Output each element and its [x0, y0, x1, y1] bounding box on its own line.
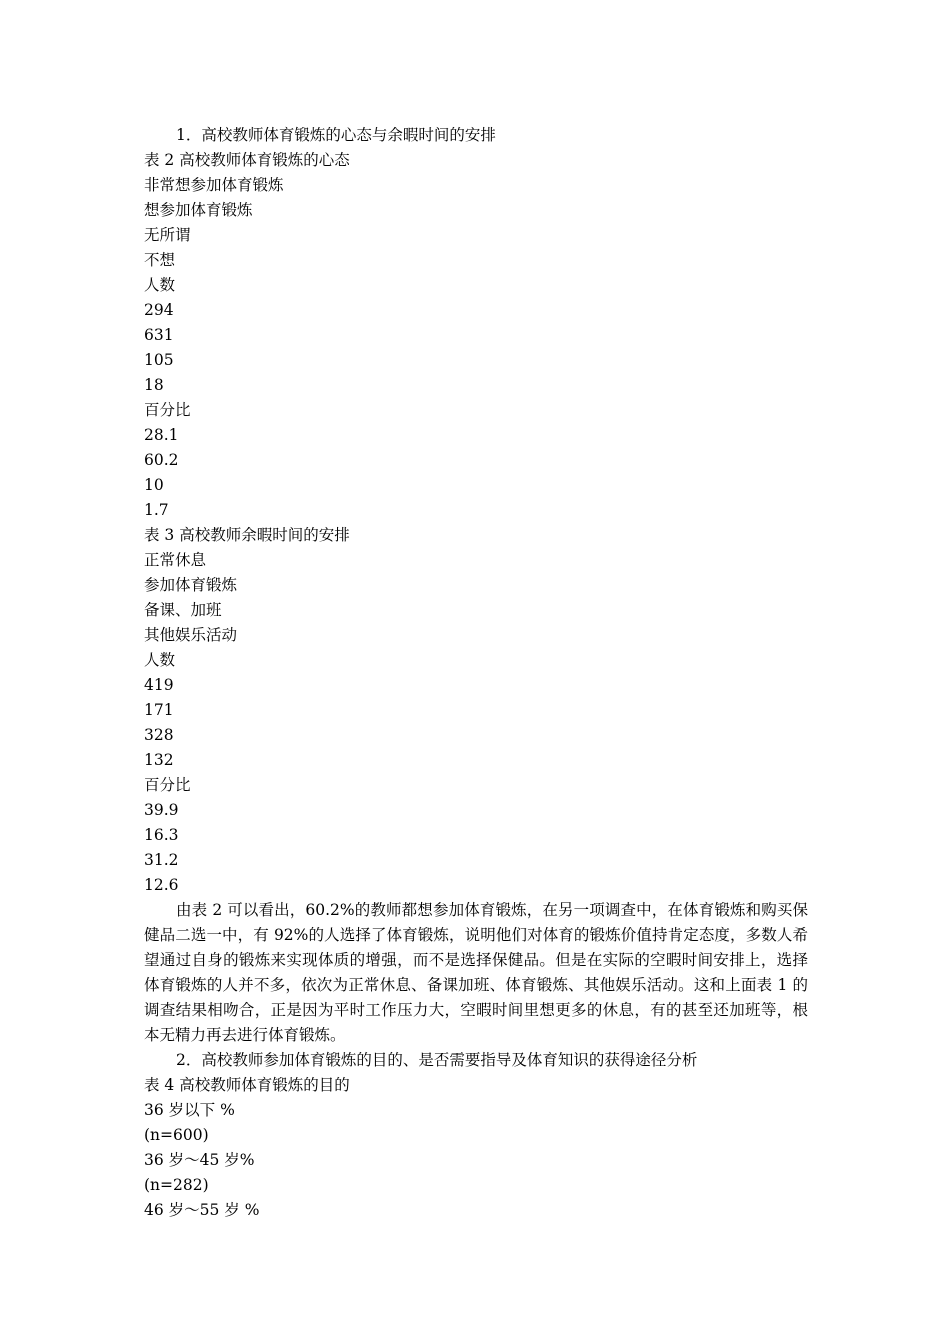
- table-3-cell: 正常休息: [144, 551, 207, 569]
- table-2-cell: 不想: [144, 251, 176, 269]
- table-4-cell: (n=282): [144, 1176, 209, 1194]
- table-2-cell: 人数: [144, 276, 176, 294]
- table-4-cell: 36 岁～45 岁%: [144, 1151, 255, 1169]
- table-3-cell: 39.9: [144, 801, 179, 819]
- table-3-cell: 171: [144, 701, 174, 719]
- table-2-cell: 18: [144, 376, 164, 394]
- table-2-cell: 10: [144, 476, 164, 494]
- table-3-cell: 百分比: [144, 776, 191, 794]
- table-3-cell: 31.2: [144, 851, 179, 869]
- table-3-cell: 132: [144, 751, 174, 769]
- table-4-cell: 46 岁～55 岁 %: [144, 1201, 260, 1219]
- table-4-cell: 36 岁以下 %: [144, 1101, 235, 1119]
- table-2-cell: 百分比: [144, 401, 191, 419]
- table-2-caption: 表 2 高校教师体育锻炼的心态: [144, 151, 350, 169]
- table-3-cell: 12.6: [144, 876, 179, 894]
- section-heading-1: 1．高校教师体育锻炼的心态与余暇时间的安排: [176, 126, 496, 144]
- table-3-cell: 参加体育锻炼: [144, 576, 238, 594]
- table-2-cell: 想参加体育锻炼: [144, 201, 253, 219]
- table-2-cell: 631: [144, 326, 174, 344]
- table-2-cell: 28.1: [144, 426, 179, 444]
- table-3-cell: 其他娱乐活动: [144, 626, 238, 644]
- table-3-caption: 表 3 高校教师余暇时间的安排: [144, 526, 350, 544]
- table-4-cell: (n=600): [144, 1126, 209, 1144]
- analysis-paragraph: 由表 2 可以看出，60.2%的教师都想参加体育锻炼，在另一项调查中，在体育锻炼和购买保健品二选一中，有 92%的人选择了体育锻炼，说明他们对体育的锻炼价值持肯定态度，多数人希望通过自身的锻炼来实现体质的增强，而不是选择保健品。但是在实际的空暇时间安排上，选择体育锻炼的人并不多，依次为正常休息、备课加班、体育锻炼、其他娱乐活动。这和上面表 1 的调查结果相吻合，正是因为平时工作压力大，空暇时间里想更多的休息，有的甚至还加班等，根本无精力再去进行体育锻炼。: [144, 901, 808, 1044]
- table-3-cell: 16.3: [144, 826, 179, 844]
- table-3-cell: 备课、加班: [144, 601, 222, 619]
- table-2-cell: 非常想参加体育锻炼: [144, 176, 284, 194]
- table-2-cell: 60.2: [144, 451, 179, 469]
- document-body: [144, 123, 808, 1223]
- section-heading-2: 2．高校教师参加体育锻炼的目的、是否需要指导及体育知识的获得途径分析: [176, 1051, 698, 1069]
- table-3-cell: 人数: [144, 651, 176, 669]
- table-2-cell: 1.7: [144, 501, 169, 519]
- table-3-cell: 419: [144, 676, 174, 694]
- table-4-caption: 表 4 高校教师体育锻炼的目的: [144, 1076, 350, 1094]
- table-2-cell: 105: [144, 351, 174, 369]
- table-3-cell: 328: [144, 726, 174, 744]
- table-2-cell: 294: [144, 301, 174, 319]
- table-2-cell: 无所谓: [144, 226, 191, 244]
